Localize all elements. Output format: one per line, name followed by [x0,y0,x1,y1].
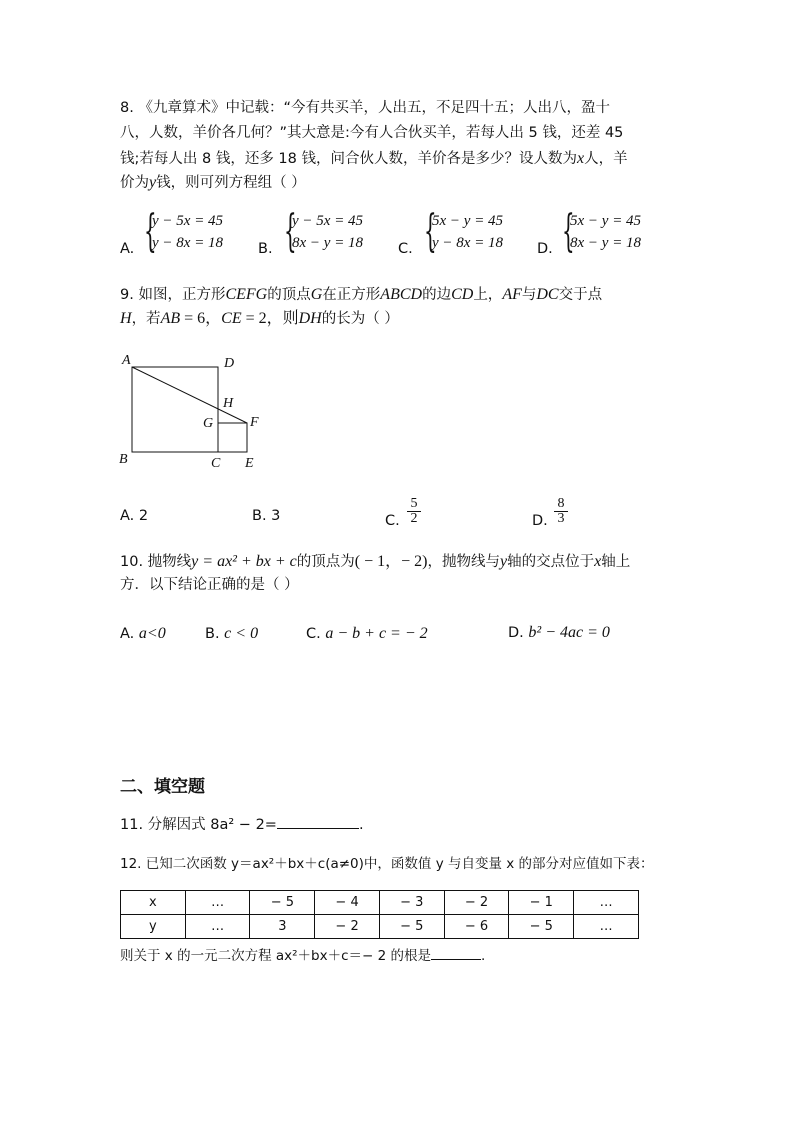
label-e: E [245,456,254,471]
square-geometry-figure [110,348,280,473]
table-cell: … [574,915,639,939]
equation-system: { 5x − y = 45 8x − y = 18 [562,206,642,257]
table-cell: y [121,915,186,939]
table-cell: − 4 [315,891,380,915]
answer-blank[interactable] [431,959,481,960]
table-cell: − 1 [509,891,574,915]
label-h: H [223,396,234,411]
table-cell: − 2 [315,915,380,939]
table-cell: − 5 [509,915,574,939]
q9-line-2: H，若AB = 6，CE = 2，则DH的长为（ ） [120,310,399,327]
value-table [120,890,639,939]
table-cell: x [121,891,186,915]
label-d: D [224,356,235,371]
q8-line-1: 8. 《九章算术》中记载：“今有共买羊，人出五，不足四十五；人出八，盈十 [120,100,610,116]
q11: 11. 分解因式 8a² − 2= . [120,817,364,833]
table-cell: … [185,891,250,915]
q12-question: 则关于 x 的一元二次方程 ax²＋bx＋c＝− 2 的根是 . [120,948,486,964]
q12-prompt: 12. 已知二次函数 y＝ax²＋bx＋c(a≠0)中，函数值 y 与自变量 x 的部分对应值如下表： [120,856,654,872]
section-title: 二、填空题 [120,777,205,797]
square-cefg [218,423,247,452]
table-cell: − 6 [444,915,509,939]
label-b: B [119,452,128,467]
q10-option-b: B. c < 0 [205,625,259,642]
table-cell: 3 [250,915,315,939]
table-cell: − 3 [379,891,444,915]
equation-system: { y − 5x = 45 8x − y = 18 [284,206,364,257]
q8-line-2: 八，人数，羊价各几何？”其大意是:今有人合伙买羊，若每人出 5 钱，还差 45 [120,125,624,141]
table-cell: … [574,891,639,915]
fraction: $\frac{5}{2}$ [407,497,421,526]
label-g: G [203,416,214,431]
equation-system: { 5x − y = 45 y − 8x = 18 [424,206,504,257]
q10-line-1: 10. 抛物线y = ax² + bx + c的顶点为( − 1，− 2)，抛物线与y轴的交点位于x轴上 [120,553,631,570]
table-row [121,891,639,915]
q9-option-a: A. 2 [120,508,149,524]
table-row [121,915,639,939]
table-cell: − 5 [379,915,444,939]
label-c: C [211,456,221,471]
table-cell: … [185,915,250,939]
q10-line-2: 方．以下结论正确的是（ ） [120,577,299,593]
q8-line-4: 价为y钱，则可列方程组（ ） [120,174,306,191]
q10-option-a: A. a<0 [120,625,166,642]
square-abcd [132,367,218,452]
answer-blank[interactable] [277,828,359,829]
table-cell: − 5 [250,891,315,915]
q8-line-3: 钱;若每人出 8 钱，还多 18 钱，问合伙人数，羊价各是多少？设人数为x人，羊 [120,150,628,167]
q10-option-d: D. b² − 4ac = 0 [508,624,610,641]
label-f: F [250,415,259,430]
fraction: $\frac{8}{3}$ [554,497,568,526]
q9-line-1: 9. 如图，正方形CEFG的顶点G在正方形ABCD的边CD上，AF与DC交于点 [120,286,603,303]
label-a: A [122,353,131,368]
equation-system: { y − 5x = 45 y − 8x = 18 [144,206,224,257]
q10-option-c: C. a − b + c = − 2 [306,625,428,642]
segment-af [132,367,247,423]
table-cell: − 2 [444,891,509,915]
q9-option-b: B. 3 [252,508,281,524]
